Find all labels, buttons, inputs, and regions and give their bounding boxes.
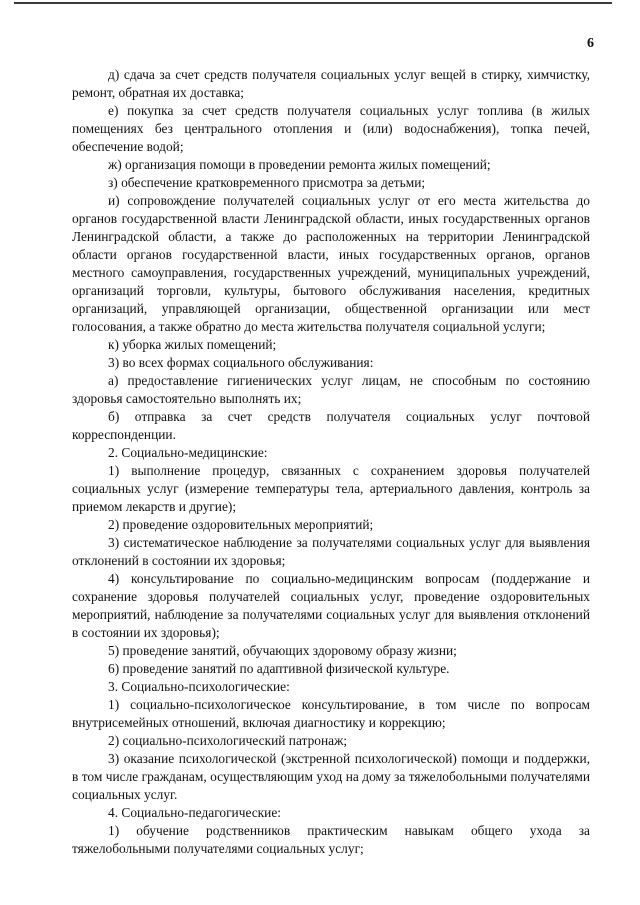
- top-border-line: [14, 2, 612, 4]
- section-heading: 3. Социально-психологические:: [108, 679, 290, 694]
- paragraph: 4) консультирование по социально-медицинским вопросам (поддержание и сохранение здоровья получателей социальных услуг, проведение оздоровительных мероприятий, наблюдение за получателями социальных услуг для выявления отклонений в состоянии их здоровья);: [72, 571, 590, 640]
- paragraph: 1) выполнение процедур, связанных с сохранением здоровья получателей социальных услуг (измерение температуры тела, артериального давления, контроль за приемом лекарств и другие);: [72, 463, 590, 514]
- paragraph: к) уборка жилых помещений;: [108, 337, 277, 352]
- paragraph: 6) проведение занятий по адаптивной физической культуре.: [108, 661, 450, 676]
- paragraph: з) обеспечение кратковременного присмотра за детьми;: [108, 175, 426, 190]
- page-number: 6: [587, 36, 594, 51]
- paragraph: 1) социально-психологическое консультирование, в том числе по вопросам внутрисемейных отношений, включая диагностику и коррекцию;: [72, 697, 590, 730]
- paragraph: 3) оказание психологической (экстренной психологической) помощи и поддержки, в том числе гражданам, осуществляющим уход на дому за тяжелобольными получателями социальных услуг.: [72, 751, 590, 802]
- document-body: [72, 66, 590, 858]
- paragraph: ж) организация помощи в проведении ремонта жилых помещений;: [108, 157, 491, 172]
- section-heading: 4. Социально-педагогические:: [108, 805, 282, 820]
- paragraph: а) предоставление гигиенических услуг лицам, не способным по состоянию здоровья самостоятельно выполнять их;: [72, 373, 590, 406]
- paragraph: 2) проведение оздоровительных мероприятий;: [108, 517, 374, 532]
- paragraph: 2) социально-психологический патронаж;: [108, 733, 348, 748]
- paragraph: 5) проведение занятий, обучающих здоровому образу жизни;: [108, 643, 457, 658]
- paragraph: е) покупка за счет средств получателя социальных услуг топлива (в жилых помещениях без центрального отопления и (или) водоснабжения), топка печей, обеспечение водой;: [72, 103, 590, 154]
- paragraph: 3) во всех формах социального обслуживания:: [108, 355, 374, 370]
- paragraph: и) сопровождение получателей социальных услуг от его места жительства до органов государственной власти Ленинградской области, иных государственных органов Ленинградской области, а также до расположенных на территории Ленинградской области органов государственной власти, иных государственных органов, органов местного самоуправления, государственных учреждений, муниципальных учреждений, организаций торговли, культуры, бытового обслуживания населения, кредитных организаций, управляющей организации, общественной организации или мест голосования, а также обратно до места жительства получателя социальной услуги;: [72, 193, 590, 334]
- paragraph: 3) систематическое наблюдение за получателями социальных услуг для выявления отклонений в состоянии их здоровья;: [72, 535, 590, 568]
- paragraph: 1) обучение родственников практическим навыкам общего ухода за тяжелобольными получателями социальных услуг;: [72, 823, 590, 856]
- section-heading: 2. Социально-медицинские:: [108, 445, 268, 460]
- paragraph: б) отправка за счет средств получателя социальных услуг почтовой корреспонденции.: [72, 409, 590, 442]
- paragraph: д) сдача за счет средств получателя социальных услуг вещей в стирку, химчистку, ремонт, обратная их доставка;: [72, 67, 590, 100]
